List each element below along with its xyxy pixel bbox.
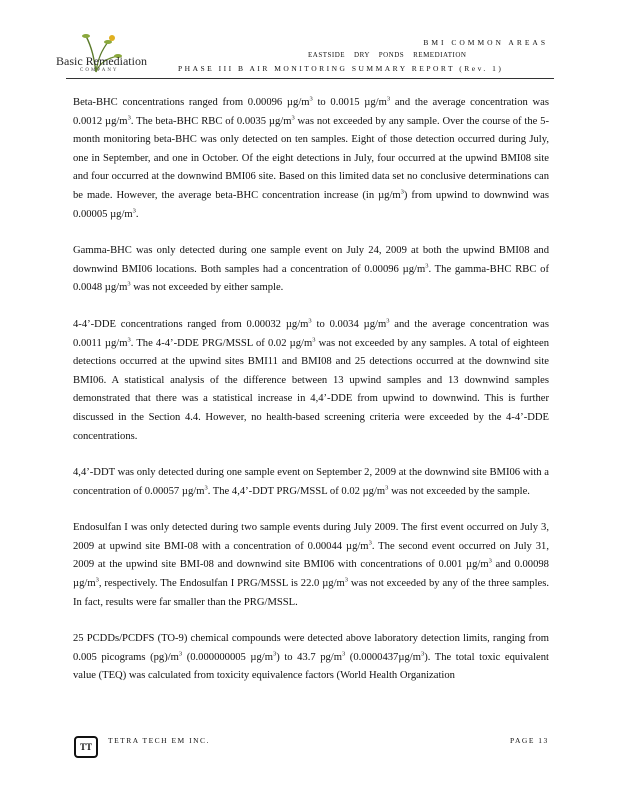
paragraph-endosulfan: Endosulfan I was only detected during two sample events during July 2009. The first event occurred on July 3, 2009 at upwind site BMI-08 with a concentration of 0.00044 $\mu g/m^3$. The second event occurred on July 31, 2009 at the upwind site BMI-08 and downwind site BMI06 with concentrations of 0.001 $\mu g/m^3$ and 0.00098 $\mu g/m^3$, respectively. The Endosulfan I PRG/MSSL is 22.0 $\mu g/m^3$ was not exceeded by any of the three samples. In fact, results were far smaller than the PRG/MSSL. (73, 522, 549, 608)
logo-company-name: Basic Remediation (56, 54, 147, 68)
header-project-subtitle: EASTSIDE DRY PONDS REMEDIATION (308, 51, 467, 59)
header-project-title: BMI COMMON AREAS (423, 38, 548, 47)
header-report-title: PHASE III B AIR MONITORING SUMMARY REPORT (Rev. 1) (178, 64, 504, 73)
logo-company-subtext: COMPANY (80, 68, 119, 73)
footer-page-number: PAGE 13 (510, 736, 549, 745)
paragraph-beta-bhc: Beta-BHC concentrations ranged from 0.00096 $\mu g/m^3$ to 0.0015 $\mu g/m^3$ and the average concentration was 0.0012 $\mu g/m^3$. The beta-BHC RBC of 0.0035 $\mu g/m^3$ was not exceeded by any sample. Over the course of the 5-month monitoring beta-BHC was only detected on ten samples. Eight of those detection occurred during July, one in September, and one in October. Of the eight detections in July, four occurred at the upwind BMI08 site and four occurred at the downwind BMI06 site. Based on this limited data set no conclusive determinations can be made. However, the average beta-BHC concentration increase (in $\mu g/m^3$) from upwind to downwind was 0.00005 $\mu g/m^3$. (73, 95, 549, 220)
footer-company: TETRA TECH EM INC. (108, 736, 210, 745)
tetra-tech-logo-icon: TT (74, 736, 98, 758)
report-body (73, 94, 549, 704)
paragraph-dde: 4-4’-DDE concentrations ranged from 0.00032 $\mu g/m^3$ to 0.0034 $\mu g/m^3$ and the average concentration was 0.0011 $\mu g/m^3$. The 4-4’-DDE PRG/MSSL of 0.02 $\mu g/m^3$ was not exceeded by any samples. A total of eighteen detections occurred at the upwind sites BMI11 and BMI08 and 25 detections occurred at the downwind site BMI06. A statistical analysis of the difference between 13 upwind samples and 13 downwind samples demonstrated that there was a statistical increase in 4,4’-DDE from upwind to downwind. This is further discussed in the Section 4.4. However, no health-based screening criteria were exceeded by the 4-4’-DDE concentrations. (73, 317, 549, 442)
paragraph-gamma-bhc: Gamma-BHC was only detected during one sample event on July 24, 2009 at both the upwind BMI08 and downwind BMI06 locations. Both samples had a concentration of 0.00096 $\mu g/m^3$. The gamma-BHC RBC of 0.0048 $\mu g/m^3$ was not exceeded by either sample. (73, 245, 549, 294)
header-divider (66, 78, 554, 79)
paragraph-pcdds-pcdfs: 25 PCDDs/PCDFS (TO-9) chemical compounds were detected above laboratory detection limits, ranging from 0.005 picograms $(pg)/m^3$ (0.000000005 $\mu g/m^3$) to 43.7 $pg/m^3$ $(0.0000437\mu g/m^3)$. The total toxic equivalent value (TEQ) was calculated from toxicity equivalence factors (World Health Organization (73, 633, 549, 682)
paragraph-ddt: 4,4’-DDT was only detected during one sample event on September 2, 2009 at the downwind site BMI06 with a concentration of 0.00057 $\mu g/m^3$. The 4,4’-DDT PRG/MSSL of 0.02 $\mu g/m^3$ was not exceeded by the sample. (73, 467, 549, 497)
